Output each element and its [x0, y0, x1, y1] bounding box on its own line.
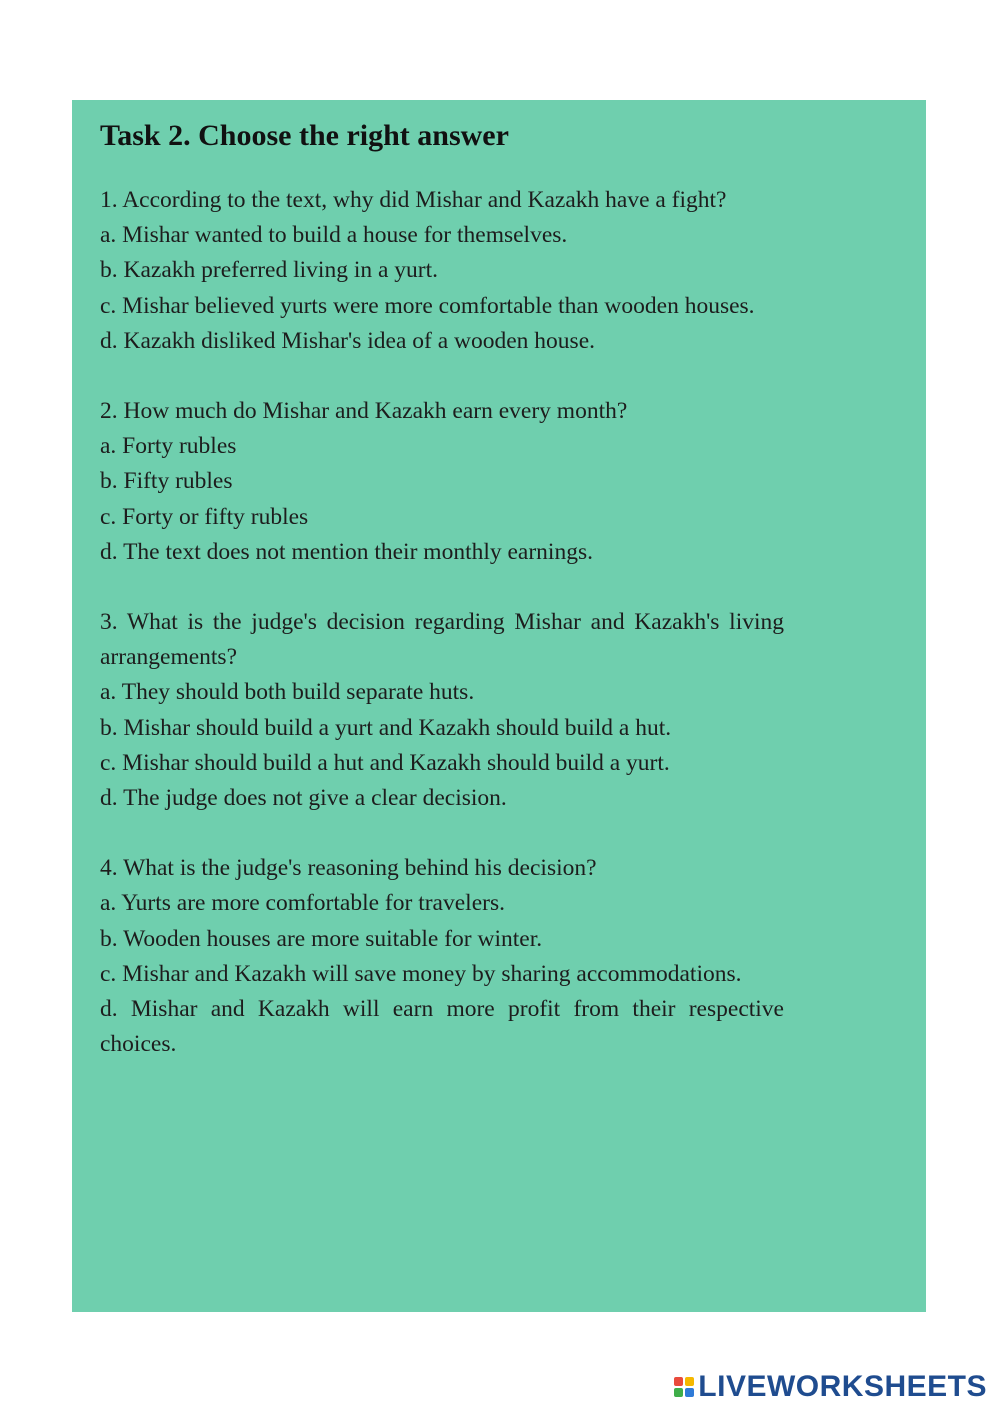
logo-text: LIVEWORKSHEETS	[698, 1370, 987, 1403]
logo-square-yellow	[685, 1377, 694, 1386]
answer-option[interactable]: b. Fifty rubles	[100, 468, 233, 495]
answer-option[interactable]: d. The text does not mention their monthly earnings.	[100, 538, 593, 565]
question-block	[100, 605, 784, 816]
question-prompt: 3. What is the judge's decision regarding Mishar and Kazakh's living arrangements?	[100, 609, 784, 671]
question-prompt: 2. How much do Mishar and Kazakh earn every month?	[100, 398, 628, 425]
answer-option[interactable]: a. They should both build separate huts.	[100, 679, 475, 706]
question-block	[100, 183, 784, 359]
logo-square-red	[674, 1377, 683, 1386]
logo-square-blue	[685, 1388, 694, 1397]
answer-option[interactable]: c. Mishar should build a hut and Kazakh should build a yurt.	[100, 749, 670, 776]
answer-option[interactable]: c. Forty or fifty rubles	[100, 503, 309, 530]
liveworksheets-logo[interactable]	[674, 1367, 987, 1407]
answer-option[interactable]: c. Mishar and Kazakh will save money by sharing accommodations.	[100, 960, 742, 987]
answer-option[interactable]: a. Yurts are more comfortable for travelers.	[100, 890, 505, 917]
answer-option[interactable]: c. Mishar believed yurts were more comfortable than wooden houses.	[100, 292, 755, 319]
answer-option[interactable]: d. Mishar and Kazakh will earn more profit from their respective choices.	[100, 996, 784, 1058]
question-block	[100, 851, 784, 1062]
logo-square-green	[674, 1388, 683, 1397]
question-block	[100, 394, 784, 570]
answer-option[interactable]: b. Wooden houses are more suitable for winter.	[100, 925, 543, 952]
answer-option[interactable]: d. The judge does not give a clear decision.	[100, 785, 507, 812]
question-prompt: 4. What is the judge's reasoning behind his decision?	[100, 855, 597, 882]
task-title: Task 2. Choose the right answer	[100, 119, 509, 152]
answer-option[interactable]: b. Mishar should build a yurt and Kazakh should build a hut.	[100, 714, 672, 741]
answer-option[interactable]: d. Kazakh disliked Mishar's idea of a wooden house.	[100, 327, 596, 354]
worksheet-content	[100, 117, 784, 1097]
answer-option[interactable]: b. Kazakh preferred living in a yurt.	[100, 257, 439, 284]
answer-option[interactable]: a. Forty rubles	[100, 433, 237, 460]
question-prompt: 1. According to the text, why did Mishar and Kazakh have a fight?	[100, 187, 727, 213]
answer-option[interactable]: a. Mishar wanted to build a house for themselves.	[100, 222, 568, 249]
liveworksheets-badge-icon	[674, 1377, 694, 1397]
